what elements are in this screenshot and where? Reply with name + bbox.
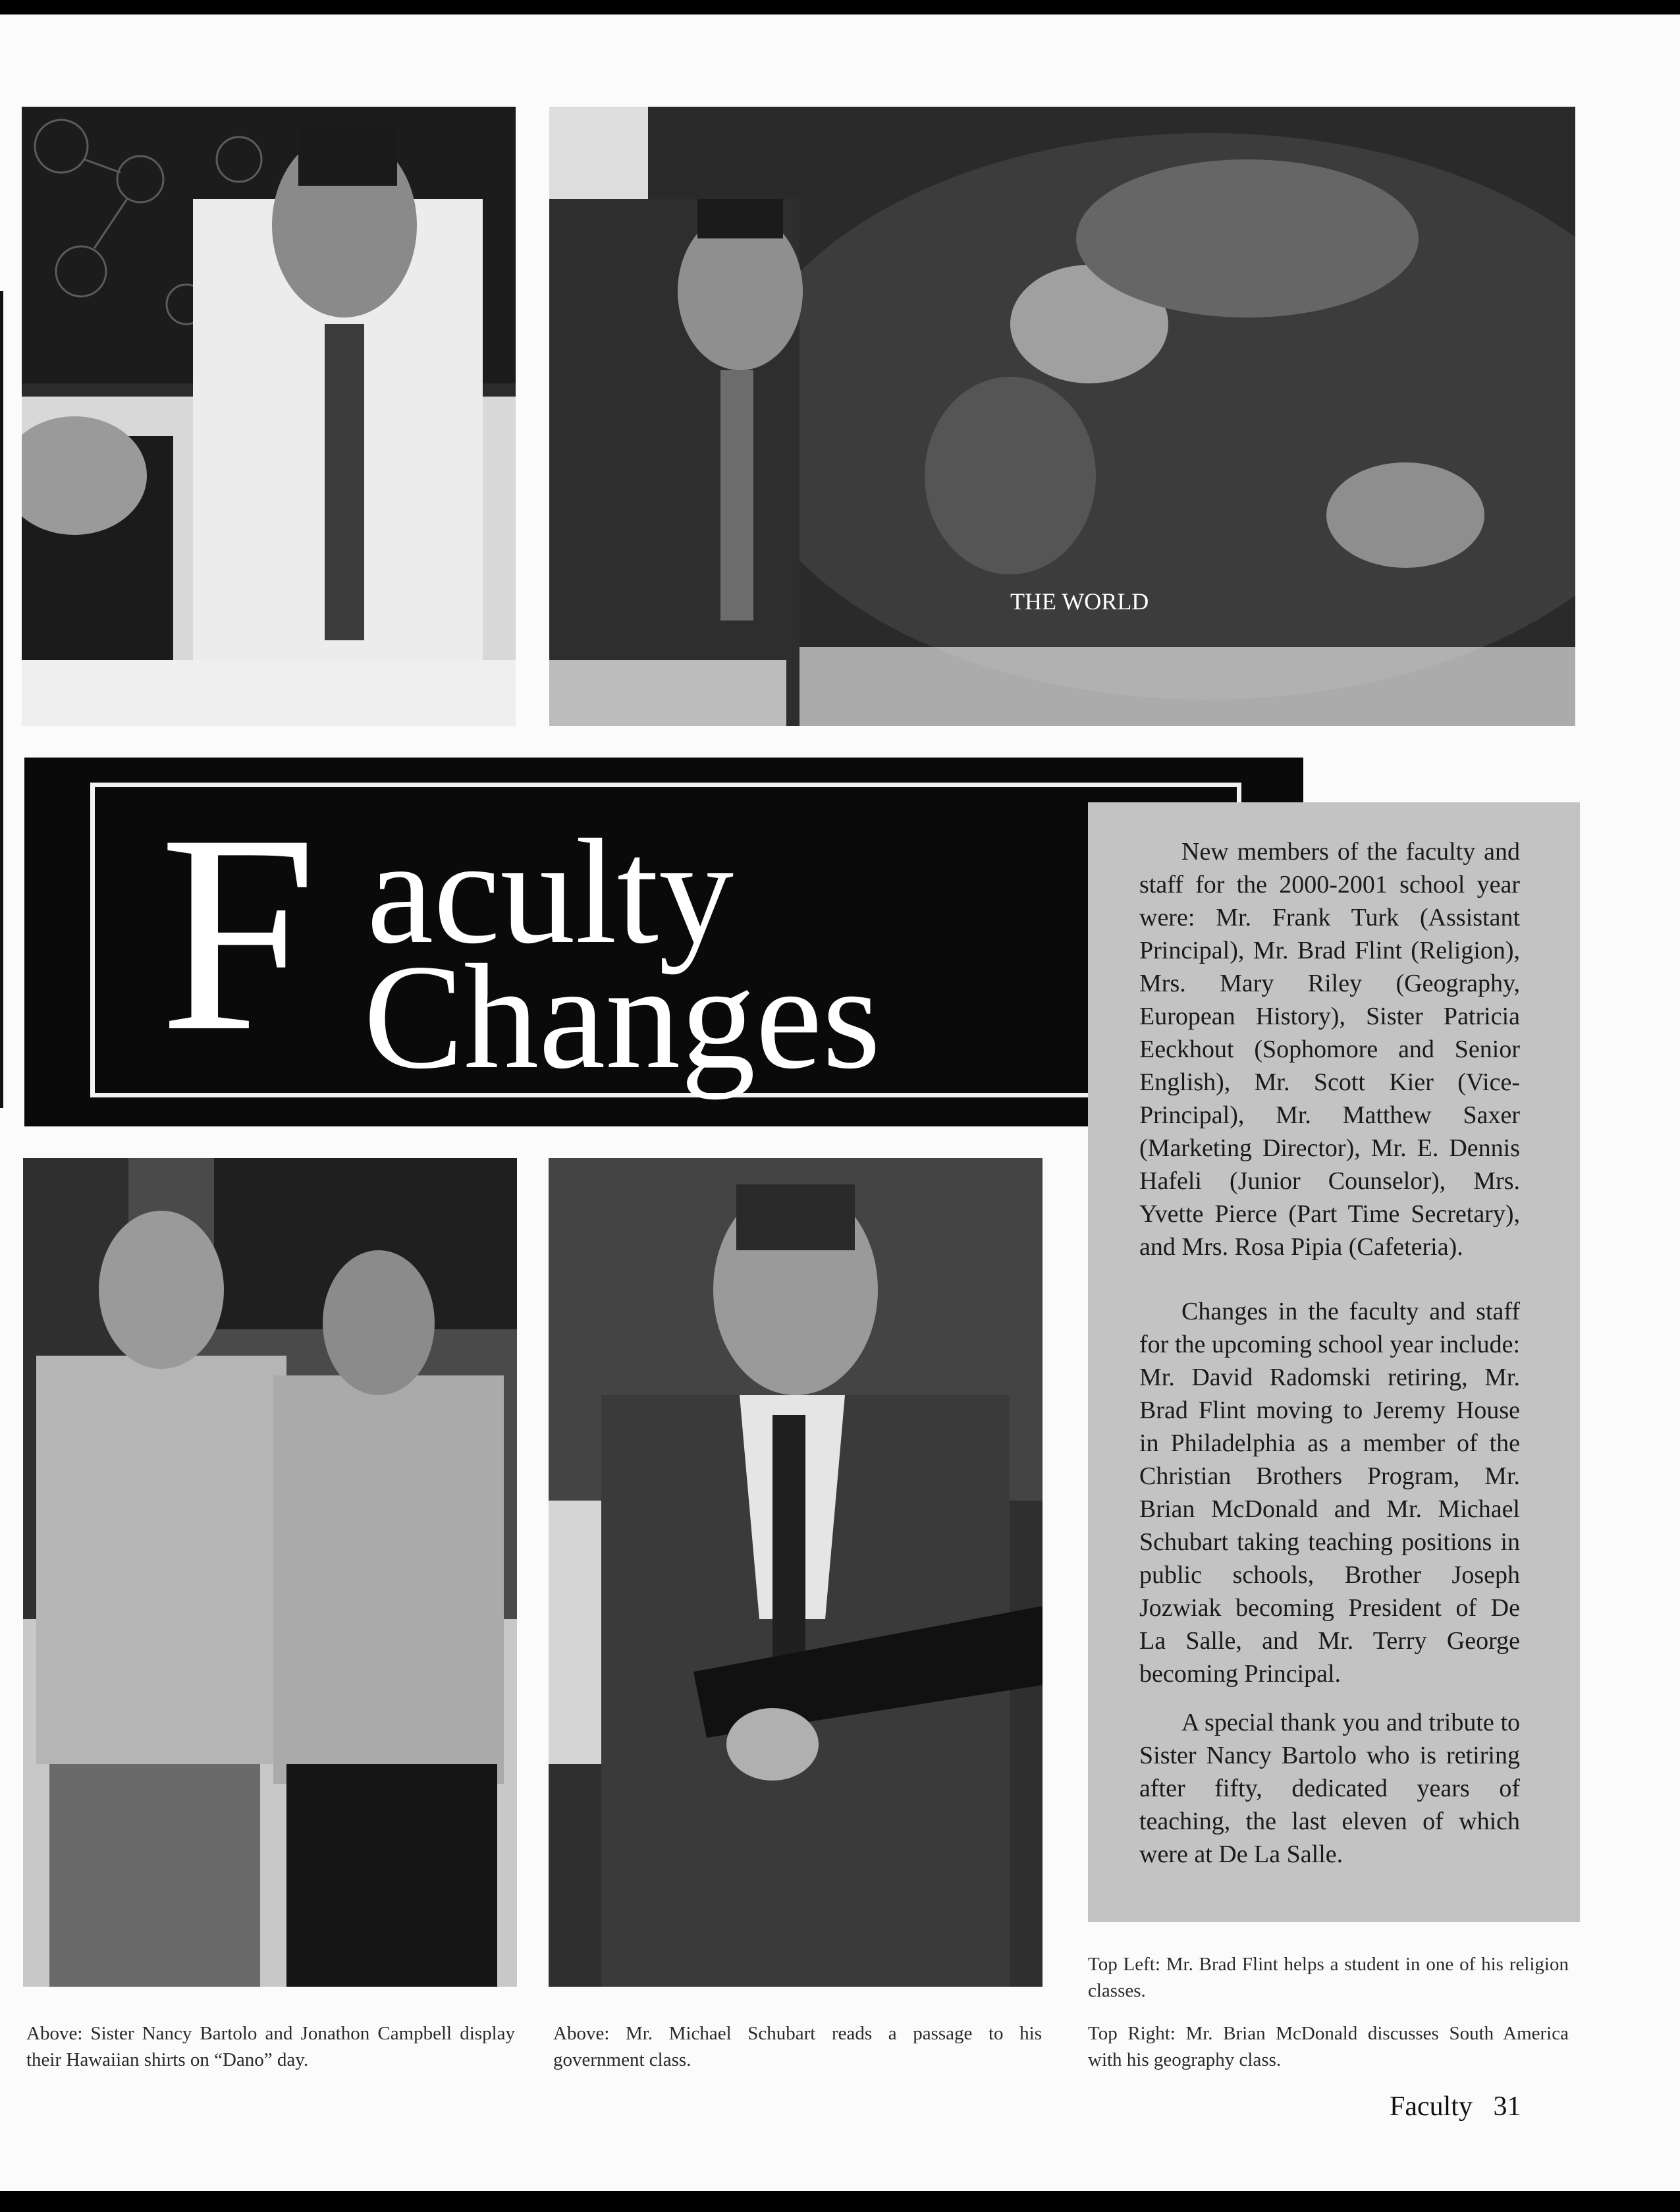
page-footer	[1390, 2091, 1521, 2122]
caption-top-left: Top Left: Mr. Brad Flint helps a student in one of his religion classes.	[1088, 1954, 1569, 2001]
article-paragraph: Changes in the faculty and staff for the upcoming school year include: Mr. David Radomski retiring, Mr. Brad Flint moving to Jeremy House in Philadelphia as a member of the Christian Brothers Program, Mr. Brian McDonald and Mr. Michael Schubart taking teaching positions in public schools, Brother Joseph Jozwiak becoming President of De La Salle, and Mr. Terry George becoming Principal.	[1139, 1298, 1520, 1688]
page-edge-bar	[0, 291, 3, 1108]
photo-hawaiian-shirts	[23, 1158, 517, 1987]
caption-bottom-left: Above: Sister Nancy Bartolo and Jonathon Campbell display their Hawaiian shirts on “Dano” day.	[26, 2023, 515, 2070]
map-label: THE WORLD	[1010, 588, 1149, 615]
caption-bottom-middle: Above: Mr. Michael Schubart reads a passage to his government class.	[553, 2023, 1042, 2070]
photo-brad-flint-classroom	[22, 107, 516, 726]
page-number: 31	[1493, 2091, 1521, 2122]
article-paragraph: A special thank you and tribute to Sister Nancy Bartolo who is retiring after fifty, dedicated years of teaching, the last eleven of which were at De La Salle.	[1139, 1709, 1520, 1868]
title-line-1: aculty	[367, 809, 734, 975]
article-panel	[1088, 802, 1580, 1922]
title-dropcap: F	[159, 777, 317, 1090]
caption-top-right: Top Right: Mr. Brian McDonald discusses South America with his geography class.	[1088, 2023, 1569, 2070]
title-line-2: Changes	[364, 934, 881, 1100]
footer-section: Faculty	[1390, 2091, 1473, 2122]
photo-michael-schubart-reading	[549, 1158, 1043, 1987]
article-paragraph: New members of the faculty and staff for the 2000-2001 school year were: Mr. Frank Turk (Assistant Principal), Mr. Brad Flint (Religion), Mrs. Mary Riley (Geography, European History), Sister Patricia Eeckhout (Sophomore and Senior English), Mr. Scott Kier (Vice-Principal), Mr. Matthew Saxer (Marketing Director), Mr. E. Dennis Hafeli (Junior Counselor), Mrs. Yvette Pierce (Part Time Secretary), and Mrs. Rosa Pipia (Cafeteria).	[1139, 838, 1520, 1261]
yearbook-page	[0, 14, 1680, 2191]
photo-brian-mcdonald-world-map	[549, 107, 1575, 726]
